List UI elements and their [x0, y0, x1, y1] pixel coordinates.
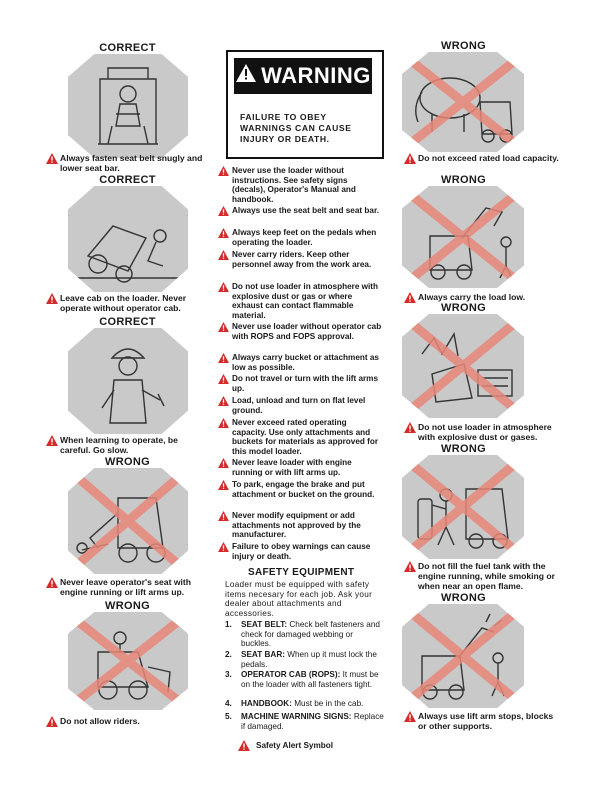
- illustration-fueling: [402, 455, 524, 559]
- rule-item: Always keep feet on the pedals when operating the loader.: [232, 228, 382, 247]
- warning-banner-text: WARNING: [261, 63, 371, 88]
- panel-seat-belt: [60, 42, 195, 160]
- safety-alert-triangle-icon: [404, 561, 416, 572]
- illustration-explosion: [402, 314, 524, 418]
- illustration-worker-hardhat: [68, 328, 188, 434]
- panel-label: CORRECT: [99, 174, 156, 186]
- panel-lift-arm-stops: [396, 592, 531, 710]
- safety-alert-triangle-icon: [46, 716, 58, 727]
- equipment-item: 4. HANDBOOK: Must be in the cab.: [225, 699, 364, 708]
- rule-item: Always use the seat belt and seat bar.: [232, 206, 382, 216]
- safety-alert-triangle-icon: [218, 250, 229, 260]
- rule-item: Never exceed rated operating capacity. Use only attachments and buckets for materials as approved for this model loader.: [232, 418, 382, 456]
- panel-label: CORRECT: [99, 42, 156, 54]
- safety-alert-triangle-icon: [218, 374, 229, 384]
- safety-alert-triangle-icon: [404, 153, 416, 164]
- rule-item: Never modify equipment or add attachments not approved by the manufacturer.: [232, 511, 382, 540]
- rule-item: Load, unload and turn on flat level ground.: [232, 396, 382, 415]
- caption-lift-arm-stops: Always use lift arm stops, blocks or other supports.: [404, 711, 564, 731]
- safety-alert-triangle-icon: [218, 480, 229, 490]
- panel-label: WRONG: [105, 600, 150, 612]
- rule-item: Do not use loader in atmosphere with explosive dust or gas or where exhaust can contact flammable material.: [232, 282, 382, 320]
- safety-alert-triangle-icon: [218, 206, 229, 216]
- rule-item: To park, engage the brake and put attachment or bucket on the ground.: [232, 480, 382, 499]
- legend: [240, 741, 333, 750]
- warning-subtext: FAILURE TO OBEY WARNINGS CAN CAUSE INJURY OR DEATH.: [240, 112, 352, 144]
- panel-label: WRONG: [441, 40, 486, 52]
- warning-box: [226, 50, 384, 159]
- caption-riders: Do not allow riders.: [46, 716, 206, 726]
- safety-alert-triangle-icon: [218, 458, 229, 468]
- equipment-item: 1. SEAT BELT: Check belt fasteners and check for damaged webbing or buckles.: [225, 620, 380, 649]
- illustration-raised-bucket: [402, 186, 524, 288]
- panel-label: WRONG: [441, 174, 486, 186]
- illustration-elephant-overload: [402, 52, 524, 152]
- panel-label: WRONG: [441, 592, 486, 604]
- safety-alert-triangle-icon: [404, 711, 416, 722]
- panel-go-slow: [60, 316, 195, 436]
- warning-banner: [234, 58, 372, 94]
- caption-rated-load: Do not exceed rated load capacity.: [404, 153, 564, 163]
- safety-alert-triangle-icon: [46, 153, 58, 164]
- safety-alert-triangle-icon: [218, 542, 229, 552]
- rule-item: Do not travel or turn with the lift arms up.: [232, 374, 382, 393]
- illustration-operator-seated: [68, 54, 188, 158]
- safety-alert-triangle-icon: [218, 282, 229, 292]
- rule-item: Never leave loader with engine running or with lift arms up.: [232, 458, 382, 477]
- safety-alert-triangle-icon: [46, 435, 58, 446]
- caption-leave-seat: Never leave operator's seat with engine running or lift arms up.: [46, 577, 206, 597]
- panel-rated-load: [396, 40, 531, 152]
- panel-riders: [60, 600, 195, 712]
- safety-alert-triangle-icon: [404, 422, 416, 433]
- panel-leave-cab: [60, 174, 195, 294]
- safety-alert-triangle-icon: [218, 353, 229, 363]
- rule-item: Failure to obey warnings can cause injury or death.: [232, 542, 382, 561]
- safety-alert-triangle-icon: [238, 740, 250, 751]
- legend-label: Safety Alert Symbol: [256, 741, 334, 750]
- panel-label: WRONG: [441, 302, 486, 314]
- rule-item: Never carry riders. Keep other personnel away from the work area.: [232, 250, 382, 269]
- safety-alert-triangle-icon: [46, 293, 58, 304]
- safety-equipment-intro: Loader must be equipped with safety items necesary for each job. Ask your dealer about attachments and accessories.: [225, 580, 373, 618]
- caption-leave-cab: Leave cab on the loader. Never operate without operator cab.: [46, 293, 206, 313]
- safety-alert-triangle-icon: [218, 322, 229, 332]
- safety-alert-triangle-icon: [218, 228, 229, 238]
- illustration-worker-under-arms: [402, 604, 524, 708]
- safety-alert-triangle-icon: [218, 166, 229, 176]
- rule-item: Never use loader without operator cab with ROPS and FOPS approval.: [232, 322, 382, 341]
- caption-explosive: Do not use loader in atmosphere with explosive dust or gases.: [404, 422, 564, 442]
- panel-leave-seat: [60, 456, 195, 576]
- panel-fuel: [396, 443, 531, 561]
- panel-label: CORRECT: [99, 316, 156, 328]
- caption-go-slow: When learning to operate, be careful. Go slow.: [46, 435, 206, 455]
- panel-label: WRONG: [441, 443, 486, 455]
- panel-label: WRONG: [105, 456, 150, 468]
- illustration-rider-on-loader: [68, 612, 188, 710]
- panel-load-low: [396, 174, 531, 289]
- safety-equipment-title: SAFETY EQUIPMENT: [248, 567, 355, 578]
- equipment-item: 5. MACHINE WARNING SIGNS: Replace if damaged.: [225, 712, 384, 731]
- safety-alert-triangle-icon: [218, 396, 229, 406]
- panel-explosive: [396, 302, 531, 420]
- caption-seat-belt: Always fasten seat belt snugly and lower seat bar.: [46, 153, 206, 173]
- illustration-cab-rollover: [68, 186, 188, 292]
- safety-alert-triangle-icon: [218, 511, 229, 521]
- equipment-item: 3. OPERATOR CAB (ROPS): It must be on the loader with all fasteners tight.: [225, 670, 379, 689]
- warning-triangle-icon: [235, 63, 257, 89]
- safety-alert-triangle-icon: [218, 418, 229, 428]
- rule-item: Never use the loader without instructions. See safety signs (decals), Operator's Manual and handbook.: [232, 166, 382, 204]
- caption-load-low: Always carry the load low.: [404, 292, 564, 302]
- illustration-crushed-worker: [68, 468, 188, 574]
- safety-alert-triangle-icon: [46, 577, 58, 588]
- equipment-item: 2. SEAT BAR: When up it must lock the pedals.: [225, 650, 377, 669]
- rule-item: Always carry bucket or attachment as low as possible.: [232, 353, 382, 372]
- caption-fuel: Do not fill the fuel tank with the engine running, while smoking or when near an open flame.: [404, 561, 564, 591]
